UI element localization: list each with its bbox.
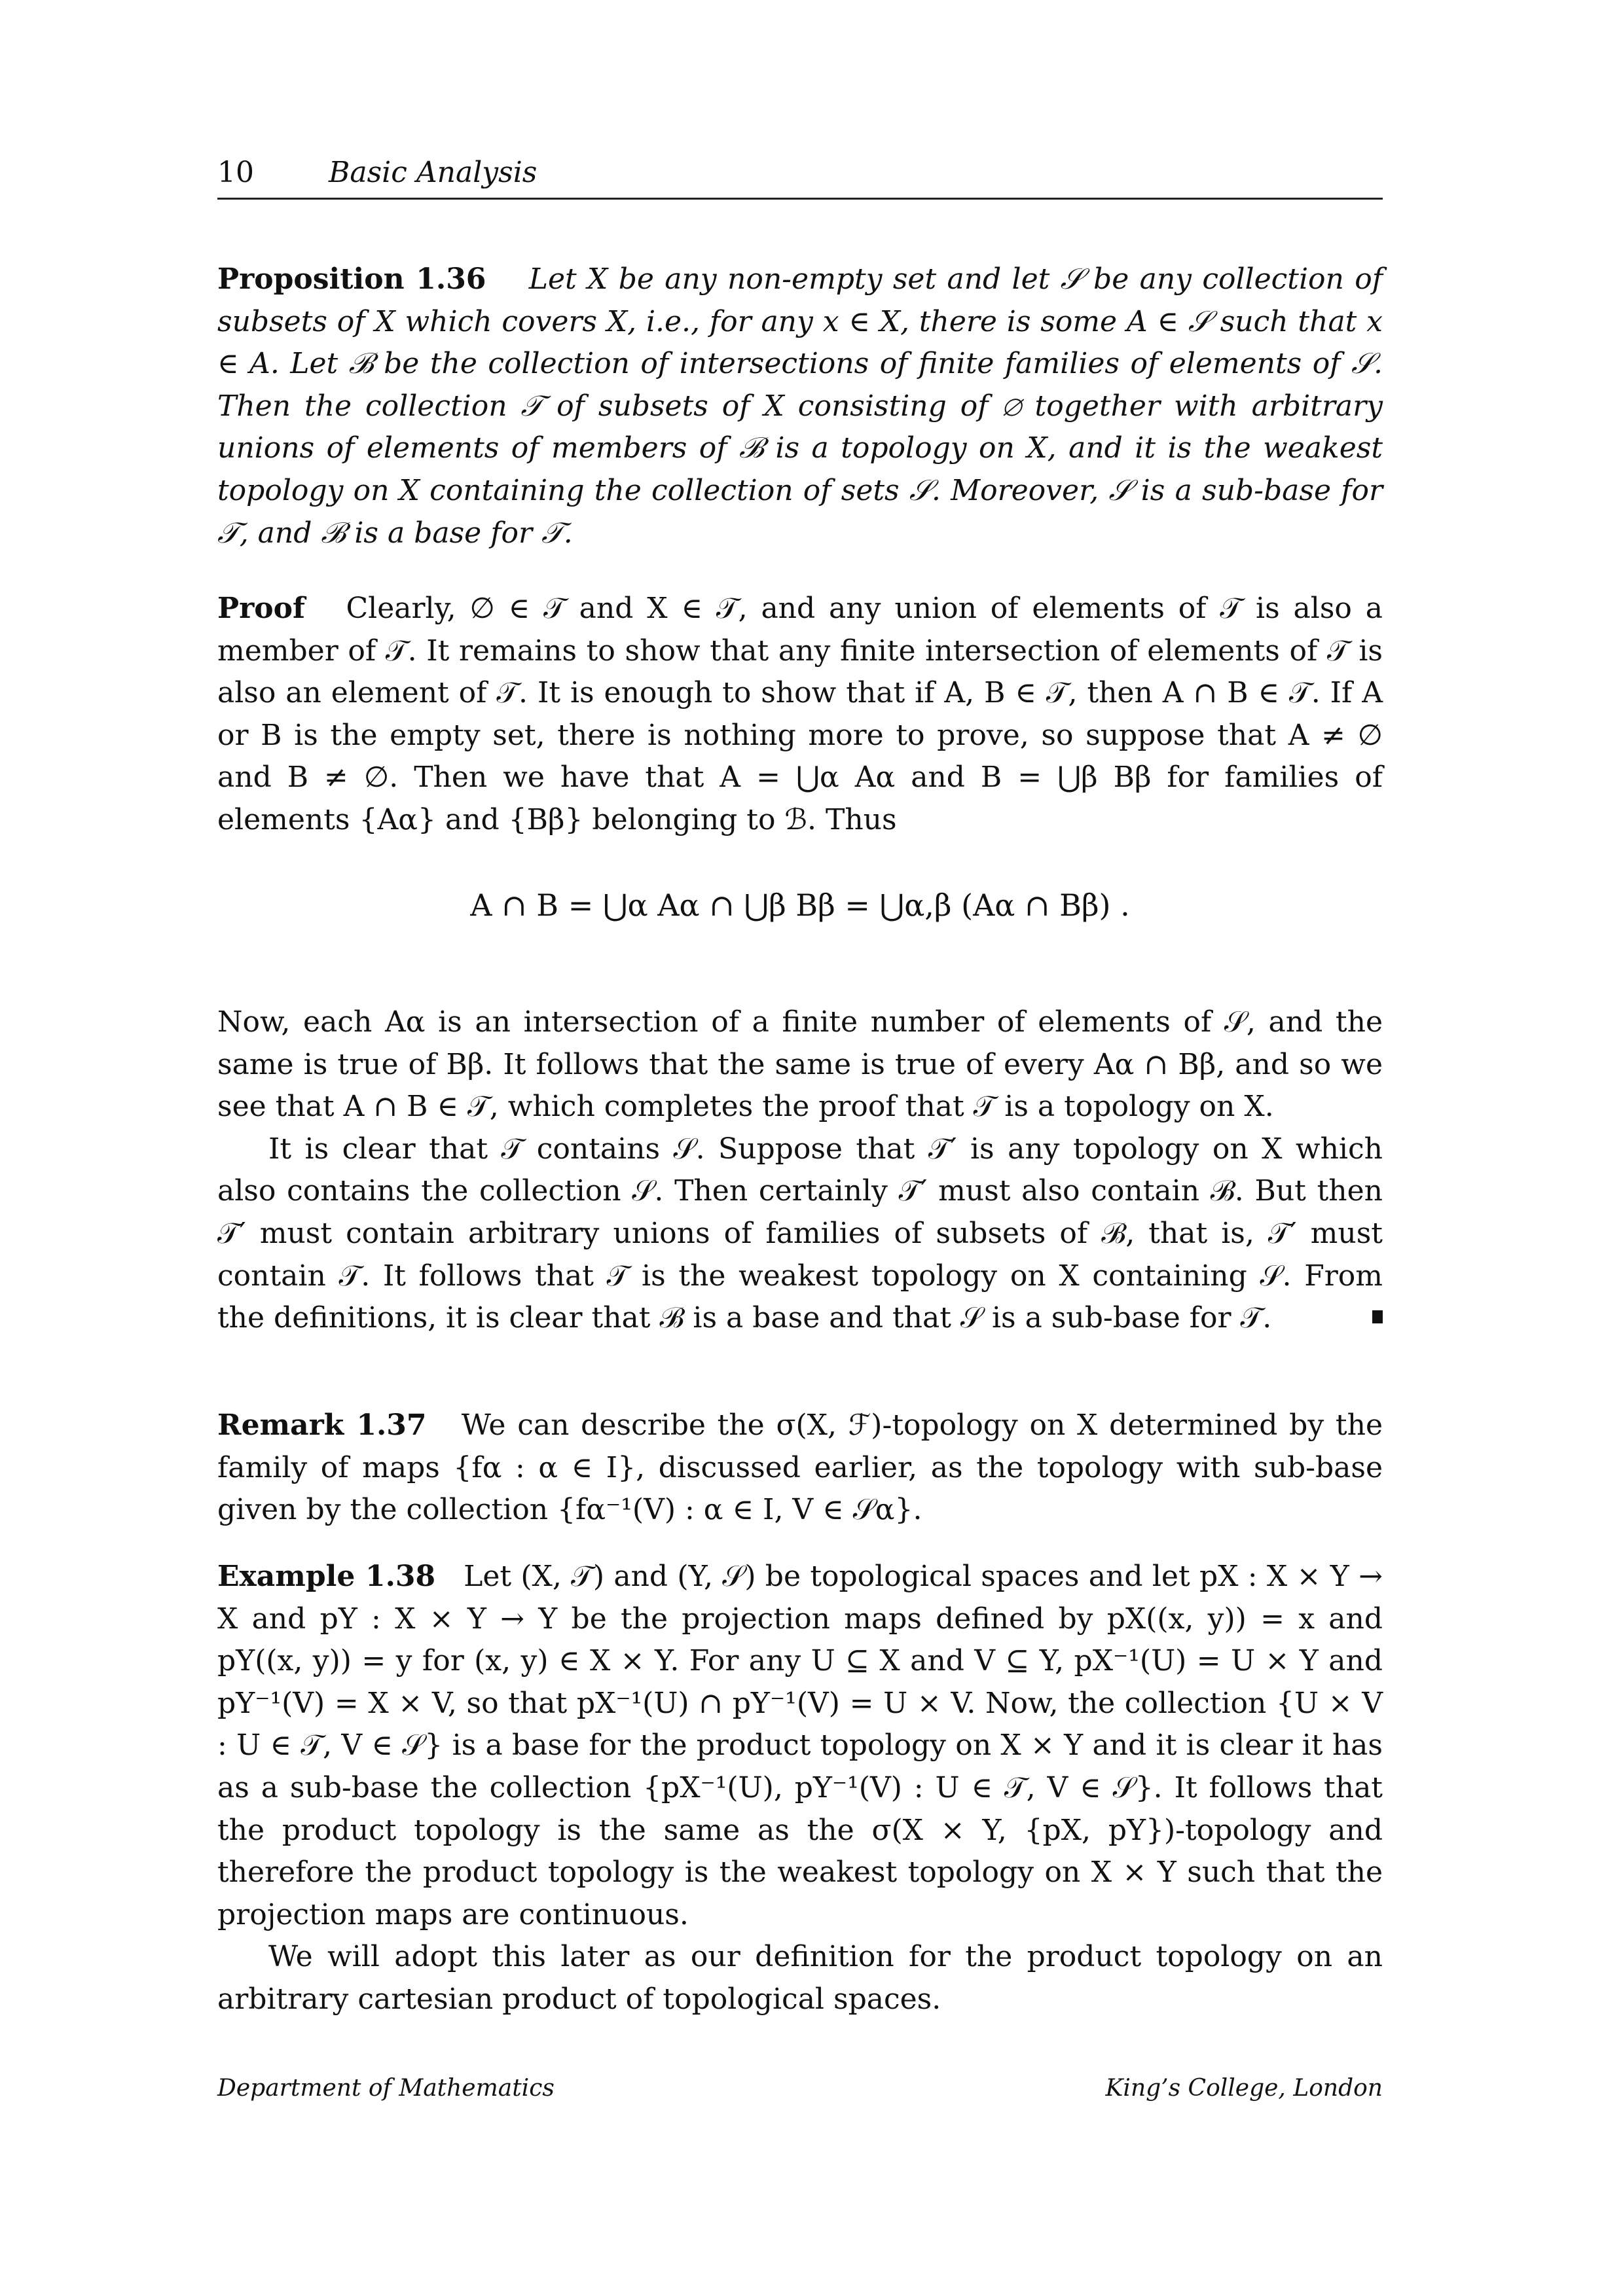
proposition-label: Proposition 1.36 xyxy=(217,262,486,296)
proposition-text: Let X be any non-empty set and let 𝒮 be any collection of subsets of X which covers X, i.e., for any x ∈ X, there is some A ∈ 𝒮 such that x ∈ A. Let ℬ be the collection of intersections of finite families of elements of 𝒮. Then the collection 𝒯 of subsets of X consisting of ∅ together with arbitrary unions of elements of members of ℬ is a topology on X, and it is the weakest topology on X containing the collection of sets 𝒮. Moreover, 𝒮 is a sub-base for 𝒯, and ℬ is a base for 𝒯. xyxy=(217,262,1383,550)
proof-label: Proof xyxy=(217,592,305,625)
footer-department: Department of Mathematics xyxy=(217,2075,555,2102)
proof-paragraph-2: Now, each Aα is an intersection of a finite number of elements of 𝒮, and the same is true of Bβ. It follows that the same is true of every Aα ∩ Bβ, and so we see that A ∩ B ∈ 𝒯, which completes the proof that 𝒯 is a topology on X. xyxy=(217,1005,1383,1124)
page-number: 10 xyxy=(217,156,254,189)
proof-paragraph-3: It is clear that 𝒯 contains 𝒮. Suppose that 𝒯′ is any topology on X which also contains the collection 𝒮. Then certainly 𝒯′ must also contain ℬ. But then 𝒯′ must contain arbitrary unions of families of subsets of ℬ, that is, 𝒯′ must contain 𝒯. It follows that 𝒯 is the weakest topology on X containing 𝒮. From the definitions, it is clear that ℬ is a base and that 𝒮 is a sub-base for 𝒯. xyxy=(217,1132,1383,1335)
remark-text: We can describe the σ(X, ℱ)-topology on X determined by the family of maps {fα : α ∈ I}, discussed earlier, as the topology with sub-base given by the collection {fα⁻¹(V) : α ∈ I, V ∈ 𝒮α}. xyxy=(217,1408,1383,1527)
running-header xyxy=(217,151,1383,200)
example-block xyxy=(217,1556,1383,2021)
example-text: Let (X, 𝒯) and (Y, 𝒮) be topological spaces and let pX : X × Y → X and pY : X × Y → Y be the projection maps defined by pX((x, y)) = x and pY((x, y)) = y for (x, y) ∈ X × Y. For any U ⊆ X and V ⊆ Y, pX⁻¹(U) = U × Y and pY⁻¹(V) = X × V, so that pX⁻¹(U) ∩ pY⁻¹(V) = U × V. Now, the collection {U × V : U ∈ 𝒯, V ∈ 𝒮} is a base for the product topology on X × Y and it is clear it has as a sub-base the collection {pX⁻¹(U), pY⁻¹(V) : U ∈ 𝒯, V ∈ 𝒮}. It follows that the product topology is the same as the σ(X × Y, {pX, pY})-topology and therefore the product topology is the weakest topology on X × Y such that the projection maps are continuous. xyxy=(217,1560,1383,1931)
footer-college: King’s College, London xyxy=(1105,2075,1383,2102)
proof-continuation xyxy=(217,1001,1383,1340)
remark-label: Remark 1.37 xyxy=(217,1408,427,1442)
remark-block xyxy=(217,1405,1383,1532)
page xyxy=(217,151,1383,2102)
display-equation: A ∩ B = ⋃α Aα ∩ ⋃β Bβ = ⋃α,β (Aα ∩ Bβ) . xyxy=(470,888,1130,923)
qed-square-icon xyxy=(1372,1310,1383,1323)
example-label: Example 1.38 xyxy=(217,1560,436,1593)
example-paragraph-2: We will adopt this later as our definition for the product topology on an arbitrary cartesian product of topological spaces. xyxy=(217,1940,1383,2016)
proof-paragraph-1: Clearly, ∅ ∈ 𝒯 and X ∈ 𝒯, and any union of elements of 𝒯 is also a member of 𝒯. It remains to show that any finite intersection of elements of 𝒯 is also an element of 𝒯. It is enough to show that if A, B ∈ 𝒯, then A ∩ B ∈ 𝒯. If A or B is the empty set, there is nothing more to prove, so suppose that A ≠ ∅ and B ≠ ∅. Then we have that A = ⋃α Aα and B = ⋃β Bβ for families of elements {Aα} and {Bβ} belonging to ℬ. Thus xyxy=(217,592,1383,836)
proposition-block xyxy=(217,259,1383,554)
proof-block xyxy=(217,588,1383,842)
running-title: Basic Analysis xyxy=(329,156,538,189)
